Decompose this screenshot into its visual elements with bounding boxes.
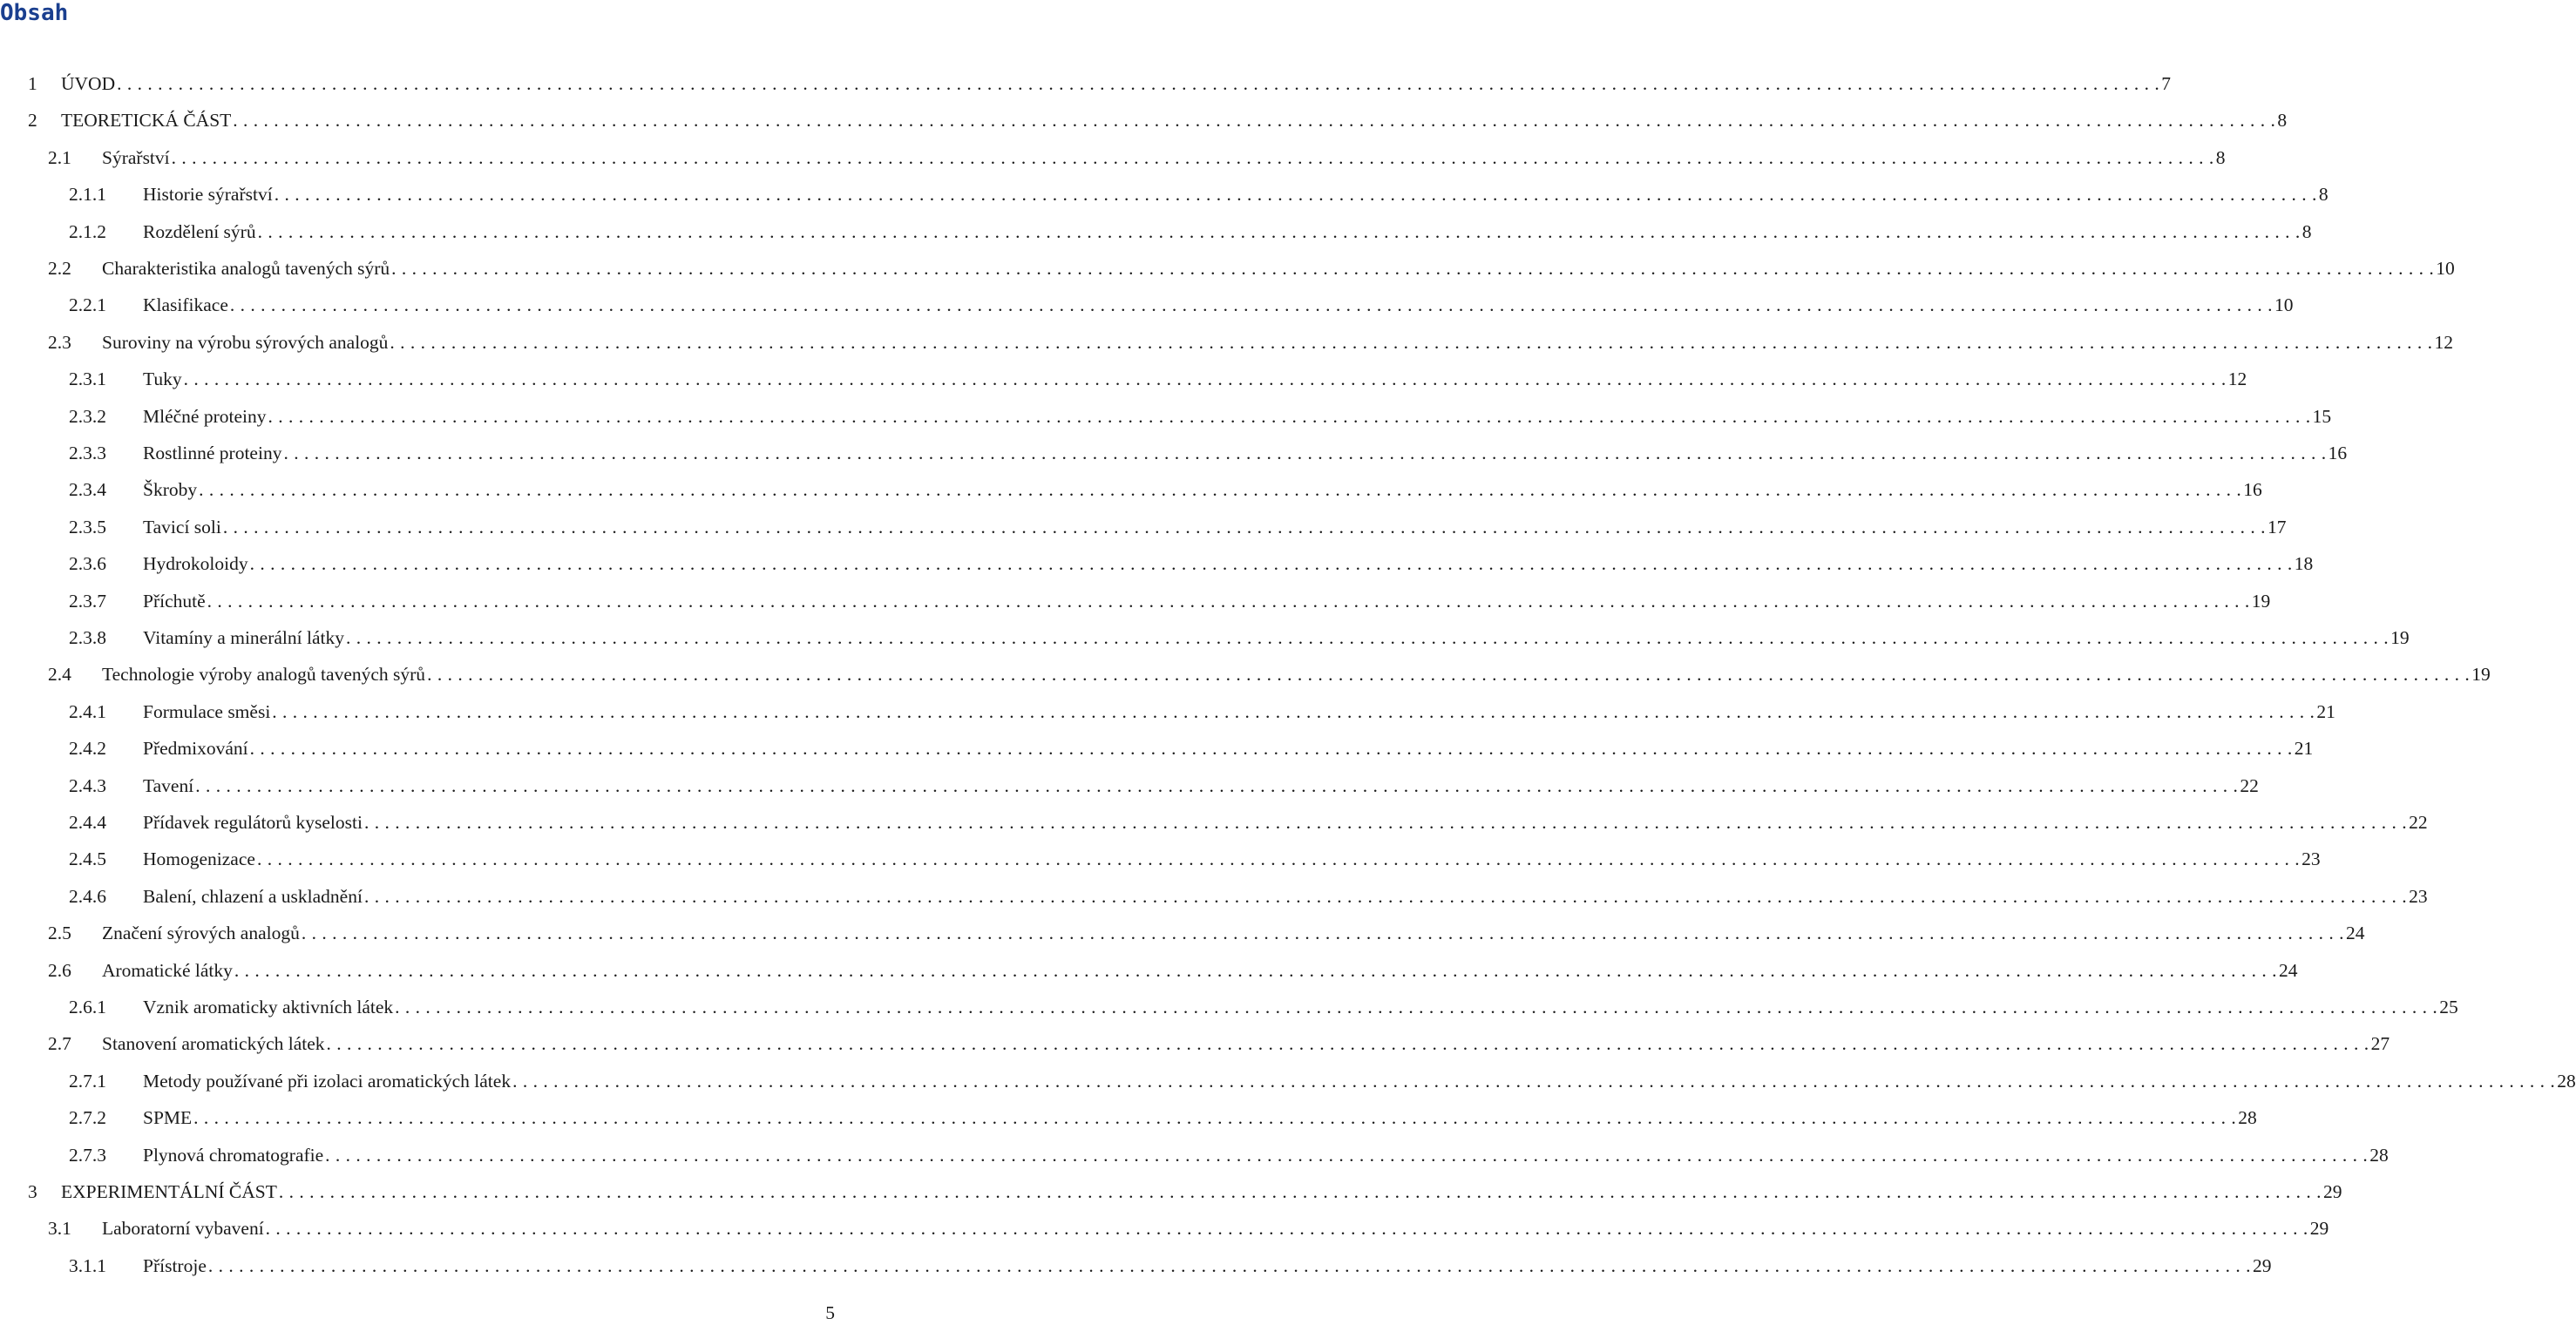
toc-entry-number: 3.1	[48, 1218, 71, 1240]
toc-entry[interactable]	[69, 551, 2314, 577]
toc-entry-number: 2.3	[48, 331, 71, 353]
toc-entry-number: 2.1	[48, 146, 71, 168]
toc-dot-leader: . . . . . . . . . . . . . . . . . . . . . . . . . . . . . . . . . . . . . . . . . . . . . . . . . . . . . . . . . . . . . . . . . . . . . . . . . . . . . . . . . . . . . . . . . . . . . . . . . . . . . . . . . . . . . . . . . . . . . . . . . . . . . . . . . . . . . . . . . . . . . . . . . . . . . . . . . . . . . . . . . . . . . . . . . . . . . . . . . . . . . . . . . . . . . . . . . . . . . . . .	[265, 1218, 2308, 1240]
toc-dot-leader: . . . . . . . . . . . . . . . . . . . . . . . . . . . . . . . . . . . . . . . . . . . . . . . . . . . . . . . . . . . . . . . . . . . . . . . . . . . . . . . . . . . . . . . . . . . . . . . . . . . . . . . . . . . . . . . . . . . . . . . . . . . . . . . . . . . . . . . . . . . . . . . . . . . . . . . . . . . . . . . . . . . . . . . . . . . . . . . . . . . . . . . . . . . . . . . . . . . . . . . .	[257, 220, 2301, 242]
toc-dot-leader: . . . . . . . . . . . . . . . . . . . . . . . . . . . . . . . . . . . . . . . . . . . . . . . . . . . . . . . . . . . . . . . . . . . . . . . . . . . . . . . . . . . . . . . . . . . . . . . . . . . . . . . . . . . . . . . . . . . . . . . . . . . . . . . . . . . . . . . . . . . . . . . . . . . . . . . . . . . . . . . . . . . . . . . . . . . . . . . . . . . . . . . . . . . . . . . . . . . . . . . .	[193, 1107, 2237, 1129]
toc-entry-page: 10	[2274, 294, 2294, 316]
toc-entry-number: 2.4.1	[69, 700, 106, 722]
toc-dot-leader: . . . . . . . . . . . . . . . . . . . . . . . . . . . . . . . . . . . . . . . . . . . . . . . . . . . . . . . . . . . . . . . . . . . . . . . . . . . . . . . . . . . . . . . . . . . . . . . . . . . . . . . . . . . . . . . . . . . . . . . . . . . . . . . . . . . . . . . . . . . . . . . . . . . . . . . . . . . . . . . . . . . . . . . . . . . . . . . . . . . . . . . . . . . . . . . . . . . . . . . .	[249, 738, 2293, 760]
toc-entry[interactable]	[48, 255, 2455, 281]
toc-entry-page: 16	[2243, 479, 2262, 501]
toc-entry-number: 3.1.1	[69, 1254, 106, 1276]
toc-entry-title: Stanovení aromatických látek	[102, 1033, 325, 1055]
toc-entry-number: 2.3.1	[69, 368, 106, 390]
toc-entry-number: 2.3.2	[69, 405, 106, 427]
toc-entry[interactable]	[69, 1105, 2257, 1131]
toc-entry-title: Balení, chlazení a uskladnění	[143, 885, 363, 907]
toc-entry-page: 19	[2471, 664, 2491, 686]
toc-entry-title: Laboratorní vybavení	[102, 1218, 264, 1240]
toc-entry-number: 2.6	[48, 959, 71, 981]
toc-entry-page: 7	[2161, 73, 2171, 94]
toc-entry-page: 22	[2240, 774, 2259, 796]
toc-entry-title: Vitamíny a minerální látky	[143, 627, 344, 648]
toc-entry[interactable]	[48, 1215, 2329, 1241]
toc-entry-page: 8	[2215, 146, 2226, 168]
toc-entry[interactable]	[28, 107, 2288, 133]
toc-dot-leader: . . . . . . . . . . . . . . . . . . . . . . . . . . . . . . . . . . . . . . . . . . . . . . . . . . . . . . . . . . . . . . . . . . . . . . . . . . . . . . . . . . . . . . . . . . . . . . . . . . . . . . . . . . . . . . . . . . . . . . . . . . . . . . . . . . . . . . . . . . . . . . . . . . . . . . . . . . . . . . . . . . . . . . . . . . . . . . . . . . . . . . . . . . . . . . . . . . . . . . . .	[272, 700, 2315, 722]
toc-entry-page: 22	[2409, 812, 2428, 833]
toc-entry-number: 2.4.4	[69, 812, 106, 833]
toc-dot-leader: . . . . . . . . . . . . . . . . . . . . . . . . . . . . . . . . . . . . . . . . . . . . . . . . . . . . . . . . . . . . . . . . . . . . . . . . . . . . . . . . . . . . . . . . . . . . . . . . . . . . . . . . . . . . . . . . . . . . . . . . . . . . . . . . . . . . . . . . . . . . . . . . . . . . . . . . . . . . . . . . . . . . . . . . . . . . . . . . . . . . . . . . . . . . . . . . . . . . . . . .	[256, 848, 2301, 870]
toc-dot-leader: . . . . . . . . . . . . . . . . . . . . . . . . . . . . . . . . . . . . . . . . . . . . . . . . . . . . . . . . . . . . . . . . . . . . . . . . . . . . . . . . . . . . . . . . . . . . . . . . . . . . . . . . . . . . . . . . . . . . . . . . . . . . . . . . . . . . . . . . . . . . . . . . . . . . . . . . . . . . . . . . . . . . . . . . . . . . . . . . . . . . . . . . . . . . . . . . . . . . . . . .	[117, 73, 2160, 94]
toc-entry-number: 2	[28, 110, 37, 132]
toc-entry-title: Homogenizace	[143, 848, 255, 870]
toc-entry[interactable]	[69, 809, 2428, 835]
toc-entry-page: 12	[2434, 331, 2454, 353]
toc-entry[interactable]	[69, 181, 2329, 207]
toc-entry[interactable]	[69, 735, 2314, 761]
toc-dot-leader: . . . . . . . . . . . . . . . . . . . . . . . . . . . . . . . . . . . . . . . . . . . . . . . . . . . . . . . . . . . . . . . . . . . . . . . . . . . . . . . . . . . . . . . . . . . . . . . . . . . . . . . . . . . . . . . . . . . . . . . . . . . . . . . . . . . . . . . . . . . . . . . . . . . . . . . . . . . . . . . . . . . . . . . . . . . . . . . . . . . . . . . . . . . . . . . . . . . . . . . .	[326, 1033, 2369, 1055]
toc-dot-leader: . . . . . . . . . . . . . . . . . . . . . . . . . . . . . . . . . . . . . . . . . . . . . . . . . . . . . . . . . . . . . . . . . . . . . . . . . . . . . . . . . . . . . . . . . . . . . . . . . . . . . . . . . . . . . . . . . . . . . . . . . . . . . . . . . . . . . . . . . . . . . . . . . . . . . . . . . . . . . . . . . . . . . . . . . . . . . . . . . . . . . . . . . . . . . . . . . . . . . . . .	[427, 664, 2471, 686]
toc-entry[interactable]	[69, 699, 2335, 725]
toc-dot-leader: . . . . . . . . . . . . . . . . . . . . . . . . . . . . . . . . . . . . . . . . . . . . . . . . . . . . . . . . . . . . . . . . . . . . . . . . . . . . . . . . . . . . . . . . . . . . . . . . . . . . . . . . . . . . . . . . . . . . . . . . . . . . . . . . . . . . . . . . . . . . . . . . . . . . . . . . . . . . . . . . . . . . . . . . . . . . . . . . . . . . . . . . . . . . . . . . . . . . . . . .	[171, 146, 2214, 168]
toc-dot-leader: . . . . . . . . . . . . . . . . . . . . . . . . . . . . . . . . . . . . . . . . . . . . . . . . . . . . . . . . . . . . . . . . . . . . . . . . . . . . . . . . . . . . . . . . . . . . . . . . . . . . . . . . . . . . . . . . . . . . . . . . . . . . . . . . . . . . . . . . . . . . . . . . . . . . . . . . . . . . . . . . . . . . . . . . . . . . . . . . . . . . . . . . . . . . . . . . . . . . . . . .	[363, 885, 2408, 907]
toc-entry-title: Suroviny na výrobu sýrových analogů	[102, 331, 389, 353]
toc-entry-number: 2.1.1	[69, 184, 106, 206]
toc-entry-page: 28	[2557, 1070, 2576, 1092]
toc-entry-title: Značení sýrových analogů	[102, 923, 300, 944]
toc-entry[interactable]	[69, 846, 2321, 872]
toc-dot-leader: . . . . . . . . . . . . . . . . . . . . . . . . . . . . . . . . . . . . . . . . . . . . . . . . . . . . . . . . . . . . . . . . . . . . . . . . . . . . . . . . . . . . . . . . . . . . . . . . . . . . . . . . . . . . . . . . . . . . . . . . . . . . . . . . . . . . . . . . . . . . . . . . . . . . . . . . . . . . . . . . . . . . . . . . . . . . . . . . . . . . . . . . . . . . . . . . . . . . . . . .	[234, 959, 2277, 981]
toc-entry-number: 2.4.2	[69, 738, 106, 760]
toc-entry-title: Charakteristika analogů tavených sýrů	[102, 258, 390, 279]
toc-entry-page: 23	[2409, 885, 2428, 907]
toc-entry-title: Přístroje	[143, 1254, 207, 1276]
toc-entry[interactable]	[69, 219, 2312, 245]
toc-entry-title: TEORETICKÁ ČÁST	[61, 110, 232, 132]
toc-entry-number: 2.4.6	[69, 885, 106, 907]
toc-entry-title: Tuky	[143, 368, 182, 390]
toc-entry-number: 2.5	[48, 923, 71, 944]
toc-entry-title: Škroby	[143, 479, 198, 501]
toc-dot-leader: . . . . . . . . . . . . . . . . . . . . . . . . . . . . . . . . . . . . . . . . . . . . . . . . . . . . . . . . . . . . . . . . . . . . . . . . . . . . . . . . . . . . . . . . . . . . . . . . . . . . . . . . . . . . . . . . . . . . . . . . . . . . . . . . . . . . . . . . . . . . . . . . . . . . . . . . . . . . . . . . . . . . . . . . . . . . . . . . . . . . . . . . . . . . . . . . . . . . . . . .	[390, 331, 2433, 353]
toc-entry-page: 25	[2439, 997, 2458, 1017]
toc-entry-page: 21	[2294, 738, 2314, 760]
toc-entry[interactable]	[48, 661, 2491, 687]
toc-entry-number: 2.6.1	[69, 997, 106, 1017]
toc-dot-leader: . . . . . . . . . . . . . . . . . . . . . . . . . . . . . . . . . . . . . . . . . . . . . . . . . . . . . . . . . . . . . . . . . . . . . . . . . . . . . . . . . . . . . . . . . . . . . . . . . . . . . . . . . . . . . . . . . . . . . . . . . . . . . . . . . . . . . . . . . . . . . . . . . . . . . . . . . . . . . . . . . . . . . . . . . . . . . . . . . . . . . . . . . . . . . . . . . . . . . . . .	[391, 258, 2435, 279]
toc-dot-leader: . . . . . . . . . . . . . . . . . . . . . . . . . . . . . . . . . . . . . . . . . . . . . . . . . . . . . . . . . . . . . . . . . . . . . . . . . . . . . . . . . . . . . . . . . . . . . . . . . . . . . . . . . . . . . . . . . . . . . . . . . . . . . . . . . . . . . . . . . . . . . . . . . . . . . . . . . . . . . . . . . . . . . . . . . . . . . . . . . . . . . . . . . . . . . . . . . . . . . . . .	[278, 1181, 2322, 1202]
toc-entry[interactable]	[69, 292, 2294, 318]
toc-entry-page: 15	[2312, 405, 2332, 427]
toc-entry[interactable]	[69, 477, 2262, 503]
toc-entry-number: 2.4.5	[69, 848, 106, 870]
toc-entry-title: Plynová chromatografie	[143, 1144, 324, 1166]
toc-entry-title: EXPERIMENTÁLNÍ ČÁST	[61, 1181, 277, 1202]
toc-entry-page: 28	[2369, 1144, 2389, 1166]
toc-dot-leader: . . . . . . . . . . . . . . . . . . . . . . . . . . . . . . . . . . . . . . . . . . . . . . . . . . . . . . . . . . . . . . . . . . . . . . . . . . . . . . . . . . . . . . . . . . . . . . . . . . . . . . . . . . . . . . . . . . . . . . . . . . . . . . . . . . . . . . . . . . . . . . . . . . . . . . . . . . . . . . . . . . . . . . . . . . . . . . . . . . . . . . . . . . . . . . . . . . . . . . . .	[207, 590, 2250, 612]
toc-entry-title: Historie sýrařství	[143, 184, 273, 206]
toc-dot-leader: . . . . . . . . . . . . . . . . . . . . . . . . . . . . . . . . . . . . . . . . . . . . . . . . . . . . . . . . . . . . . . . . . . . . . . . . . . . . . . . . . . . . . . . . . . . . . . . . . . . . . . . . . . . . . . . . . . . . . . . . . . . . . . . . . . . . . . . . . . . . . . . . . . . . . . . . . . . . . . . . . . . . . . . . . . . . . . . . . . . . . . . . . . . . . . . . . . . . . . . .	[274, 184, 2317, 206]
toc-dot-leader: . . . . . . . . . . . . . . . . . . . . . . . . . . . . . . . . . . . . . . . . . . . . . . . . . . . . . . . . . . . . . . . . . . . . . . . . . . . . . . . . . . . . . . . . . . . . . . . . . . . . . . . . . . . . . . . . . . . . . . . . . . . . . . . . . . . . . . . . . . . . . . . . . . . . . . . . . . . . . . . . . . . . . . . . . . . . . . . . . . . . . . . . . . . . . . . . . . . . . . . .	[233, 110, 2276, 132]
toc-entry-page: 18	[2294, 553, 2314, 575]
toc-entry-number: 2.3.5	[69, 516, 106, 537]
toc-entry-number: 2.1.2	[69, 220, 106, 242]
toc-entry-title: Aromatické látky	[102, 959, 233, 981]
toc-entry-number: 2.3.4	[69, 479, 106, 501]
page-title: Obsah	[0, 0, 69, 26]
toc-entry-number: 2.4.3	[69, 774, 106, 796]
toc-entry[interactable]	[69, 1068, 2576, 1094]
toc-entry-page: 10	[2436, 258, 2455, 279]
toc-entry-page: 24	[2278, 959, 2298, 981]
toc-entry-page: 24	[2346, 923, 2365, 944]
toc-entry-page: 8	[2277, 110, 2288, 132]
toc-entry-number: 2.7.2	[69, 1107, 106, 1129]
toc-entry-title: Sýrařství	[102, 146, 170, 168]
toc-entry-title: Vznik aromaticky aktivních látek	[143, 997, 394, 1017]
toc-dot-leader: . . . . . . . . . . . . . . . . . . . . . . . . . . . . . . . . . . . . . . . . . . . . . . . . . . . . . . . . . . . . . . . . . . . . . . . . . . . . . . . . . . . . . . . . . . . . . . . . . . . . . . . . . . . . . . . . . . . . . . . . . . . . . . . . . . . . . . . . . . . . . . . . . . . . . . . . . . . . . . . . . . . . . . . . . . . . . . . . . . . . . . . . . . . . . . . . . . . . . . . .	[345, 627, 2390, 648]
toc-entry-title: SPME	[143, 1107, 193, 1129]
toc-entry-page: 28	[2238, 1107, 2257, 1129]
toc-entry-title: Metody používané při izolaci aromatických látek	[143, 1070, 512, 1092]
toc-dot-leader: . . . . . . . . . . . . . . . . . . . . . . . . . . . . . . . . . . . . . . . . . . . . . . . . . . . . . . . . . . . . . . . . . . . . . . . . . . . . . . . . . . . . . . . . . . . . . . . . . . . . . . . . . . . . . . . . . . . . . . . . . . . . . . . . . . . . . . . . . . . . . . . . . . . . . . . . . . . . . . . . . . . . . . . . . . . . . . . . . . . . . . . . . . . . . . . . . . . . . . . .	[283, 443, 2327, 463]
toc-entry[interactable]	[69, 773, 2259, 799]
toc-entry-number: 1	[28, 73, 37, 94]
toc-entry-page: 12	[2227, 368, 2247, 390]
toc-entry-page: 27	[2370, 1033, 2390, 1055]
toc-entry-title: Technologie výroby analogů tavených sýrů	[102, 664, 426, 686]
toc-entry-page: 16	[2328, 443, 2348, 463]
toc-entry-page: 8	[2318, 184, 2329, 206]
toc-entry[interactable]	[48, 1031, 2390, 1057]
toc-entry[interactable]	[69, 625, 2410, 651]
toc-dot-leader: . . . . . . . . . . . . . . . . . . . . . . . . . . . . . . . . . . . . . . . . . . . . . . . . . . . . . . . . . . . . . . . . . . . . . . . . . . . . . . . . . . . . . . . . . . . . . . . . . . . . . . . . . . . . . . . . . . . . . . . . . . . . . . . . . . . . . . . . . . . . . . . . . . . . . . . . . . . . . . . . . . . . . . . . . . . . . . . . . . . . . . . . . . . . . . . . . . . . . . . .	[395, 997, 2438, 1017]
page-number: 5	[825, 1302, 835, 1323]
toc-entry-page: 19	[2390, 627, 2410, 648]
toc-entry-number: 3	[28, 1181, 37, 1202]
toc-entry[interactable]	[69, 1142, 2389, 1168]
toc-entry-page: 23	[2301, 848, 2321, 870]
toc-entry[interactable]	[69, 366, 2247, 392]
toc-entry[interactable]	[48, 920, 2365, 946]
toc-entry-number: 2.4	[48, 664, 71, 686]
toc-dot-leader: . . . . . . . . . . . . . . . . . . . . . . . . . . . . . . . . . . . . . . . . . . . . . . . . . . . . . . . . . . . . . . . . . . . . . . . . . . . . . . . . . . . . . . . . . . . . . . . . . . . . . . . . . . . . . . . . . . . . . . . . . . . . . . . . . . . . . . . . . . . . . . . . . . . . . . . . . . . . . . . . . . . . . . . . . . . . . . . . . . . . . . . . . . . . . . . . . . . . . . . .	[301, 923, 2344, 944]
toc-entry-page: 29	[2309, 1218, 2329, 1240]
toc-entry-number: 2.2.1	[69, 294, 106, 316]
toc-entry-page: 17	[2267, 516, 2287, 537]
toc-entry-number: 2.7.3	[69, 1144, 106, 1166]
toc-entry-title: Předmixování	[143, 738, 248, 760]
toc-entry-number: 2.7.1	[69, 1070, 106, 1092]
toc-dot-leader: . . . . . . . . . . . . . . . . . . . . . . . . . . . . . . . . . . . . . . . . . . . . . . . . . . . . . . . . . . . . . . . . . . . . . . . . . . . . . . . . . . . . . . . . . . . . . . . . . . . . . . . . . . . . . . . . . . . . . . . . . . . . . . . . . . . . . . . . . . . . . . . . . . . . . . . . . . . . . . . . . . . . . . . . . . . . . . . . . . . . . . . . . . . . . . . . . . . . . . . .	[512, 1070, 2556, 1092]
toc-entry-page: 21	[2316, 700, 2335, 722]
toc-entry[interactable]	[69, 588, 2271, 614]
toc-dot-leader: . . . . . . . . . . . . . . . . . . . . . . . . . . . . . . . . . . . . . . . . . . . . . . . . . . . . . . . . . . . . . . . . . . . . . . . . . . . . . . . . . . . . . . . . . . . . . . . . . . . . . . . . . . . . . . . . . . . . . . . . . . . . . . . . . . . . . . . . . . . . . . . . . . . . . . . . . . . . . . . . . . . . . . . . . . . . . . . . . . . . . . . . . . . . . . . . . . . . . . . .	[229, 294, 2274, 316]
toc-entry[interactable]	[28, 71, 2171, 97]
toc-dot-leader: . . . . . . . . . . . . . . . . . . . . . . . . . . . . . . . . . . . . . . . . . . . . . . . . . . . . . . . . . . . . . . . . . . . . . . . . . . . . . . . . . . . . . . . . . . . . . . . . . . . . . . . . . . . . . . . . . . . . . . . . . . . . . . . . . . . . . . . . . . . . . . . . . . . . . . . . . . . . . . . . . . . . . . . . . . . . . . . . . . . . . . . . . . . . . . . . . . . . . . . .	[222, 516, 2266, 537]
toc-entry[interactable]	[69, 883, 2428, 909]
toc-entry-number: 2.3.6	[69, 553, 106, 575]
toc-dot-leader: . . . . . . . . . . . . . . . . . . . . . . . . . . . . . . . . . . . . . . . . . . . . . . . . . . . . . . . . . . . . . . . . . . . . . . . . . . . . . . . . . . . . . . . . . . . . . . . . . . . . . . . . . . . . . . . . . . . . . . . . . . . . . . . . . . . . . . . . . . . . . . . . . . . . . . . . . . . . . . . . . . . . . . . . . . . . . . . . . . . . . . . . . . . . . . . . . . . . . . . .	[268, 405, 2311, 427]
toc-entry[interactable]	[69, 403, 2332, 429]
toc-entry-page: 8	[2301, 220, 2312, 242]
toc-entry[interactable]	[69, 440, 2348, 466]
toc-dot-leader: . . . . . . . . . . . . . . . . . . . . . . . . . . . . . . . . . . . . . . . . . . . . . . . . . . . . . . . . . . . . . . . . . . . . . . . . . . . . . . . . . . . . . . . . . . . . . . . . . . . . . . . . . . . . . . . . . . . . . . . . . . . . . . . . . . . . . . . . . . . . . . . . . . . . . . . . . . . . . . . . . . . . . . . . . . . . . . . . . . . . . . . . . . . . . . . . . . . . . . . .	[183, 368, 2227, 390]
toc-dot-leader: . . . . . . . . . . . . . . . . . . . . . . . . . . . . . . . . . . . . . . . . . . . . . . . . . . . . . . . . . . . . . . . . . . . . . . . . . . . . . . . . . . . . . . . . . . . . . . . . . . . . . . . . . . . . . . . . . . . . . . . . . . . . . . . . . . . . . . . . . . . . . . . . . . . . . . . . . . . . . . . . . . . . . . . . . . . . . . . . . . . . . . . . . . . . . . . . . . . . . . . .	[195, 774, 2239, 796]
toc-entry[interactable]	[69, 514, 2287, 540]
toc-entry-title: Příchutě	[143, 590, 206, 612]
toc-entry-number: 2.3.8	[69, 627, 106, 648]
toc-entry-number: 2.7	[48, 1033, 71, 1055]
toc-entry-page: 29	[2252, 1254, 2272, 1276]
toc-dot-leader: . . . . . . . . . . . . . . . . . . . . . . . . . . . . . . . . . . . . . . . . . . . . . . . . . . . . . . . . . . . . . . . . . . . . . . . . . . . . . . . . . . . . . . . . . . . . . . . . . . . . . . . . . . . . . . . . . . . . . . . . . . . . . . . . . . . . . . . . . . . . . . . . . . . . . . . . . . . . . . . . . . . . . . . . . . . . . . . . . . . . . . . . . . . . . . . . . . . . . . . .	[325, 1144, 2369, 1166]
toc-entry-title: Rozdělení sýrů	[143, 220, 256, 242]
toc-entry[interactable]	[48, 957, 2298, 984]
toc-entry[interactable]	[69, 994, 2458, 1020]
toc-dot-leader: . . . . . . . . . . . . . . . . . . . . . . . . . . . . . . . . . . . . . . . . . . . . . . . . . . . . . . . . . . . . . . . . . . . . . . . . . . . . . . . . . . . . . . . . . . . . . . . . . . . . . . . . . . . . . . . . . . . . . . . . . . . . . . . . . . . . . . . . . . . . . . . . . . . . . . . . . . . . . . . . . . . . . . . . . . . . . . . . . . . . . . . . . . . . . . . . . . . . . . . .	[363, 812, 2408, 833]
toc-dot-leader: . . . . . . . . . . . . . . . . . . . . . . . . . . . . . . . . . . . . . . . . . . . . . . . . . . . . . . . . . . . . . . . . . . . . . . . . . . . . . . . . . . . . . . . . . . . . . . . . . . . . . . . . . . . . . . . . . . . . . . . . . . . . . . . . . . . . . . . . . . . . . . . . . . . . . . . . . . . . . . . . . . . . . . . . . . . . . . . . . . . . . . . . . . . . . . . . . . . . . . . .	[249, 553, 2293, 575]
toc-dot-leader: . . . . . . . . . . . . . . . . . . . . . . . . . . . . . . . . . . . . . . . . . . . . . . . . . . . . . . . . . . . . . . . . . . . . . . . . . . . . . . . . . . . . . . . . . . . . . . . . . . . . . . . . . . . . . . . . . . . . . . . . . . . . . . . . . . . . . . . . . . . . . . . . . . . . . . . . . . . . . . . . . . . . . . . . . . . . . . . . . . . . . . . . . . . . . . . . . . . . . . . .	[199, 479, 2242, 501]
toc-entry-number: 2.3.7	[69, 590, 106, 612]
toc-entry-title: Hydrokoloidy	[143, 553, 248, 575]
toc-dot-leader: . . . . . . . . . . . . . . . . . . . . . . . . . . . . . . . . . . . . . . . . . . . . . . . . . . . . . . . . . . . . . . . . . . . . . . . . . . . . . . . . . . . . . . . . . . . . . . . . . . . . . . . . . . . . . . . . . . . . . . . . . . . . . . . . . . . . . . . . . . . . . . . . . . . . . . . . . . . . . . . . . . . . . . . . . . . . . . . . . . . . . . . . . . . . . . . . . . . . . . . .	[207, 1254, 2251, 1276]
toc-entry-title: Rostlinné proteiny	[143, 443, 282, 463]
toc-entry-number: 2.3.3	[69, 443, 106, 463]
toc-entry-number: 2.2	[48, 258, 71, 279]
toc-entry-title: Tavení	[143, 774, 194, 796]
toc-entry-title: Mléčné proteiny	[143, 405, 267, 427]
toc-entry-title: Formulace směsi	[143, 700, 271, 722]
toc-entry[interactable]	[69, 1253, 2272, 1279]
toc-entry-page: 19	[2251, 590, 2271, 612]
toc-entry-title: Přídavek regulátorů kyselosti	[143, 812, 363, 833]
toc-entry-title: Tavicí soli	[143, 516, 221, 537]
toc-entry[interactable]	[28, 1179, 2342, 1205]
toc-entry[interactable]	[48, 329, 2454, 355]
toc-entry-title: ÚVOD	[61, 73, 116, 94]
toc-entry-title: Klasifikace	[143, 294, 228, 316]
toc-entry-page: 29	[2322, 1181, 2342, 1202]
toc-entry[interactable]	[48, 145, 2226, 171]
